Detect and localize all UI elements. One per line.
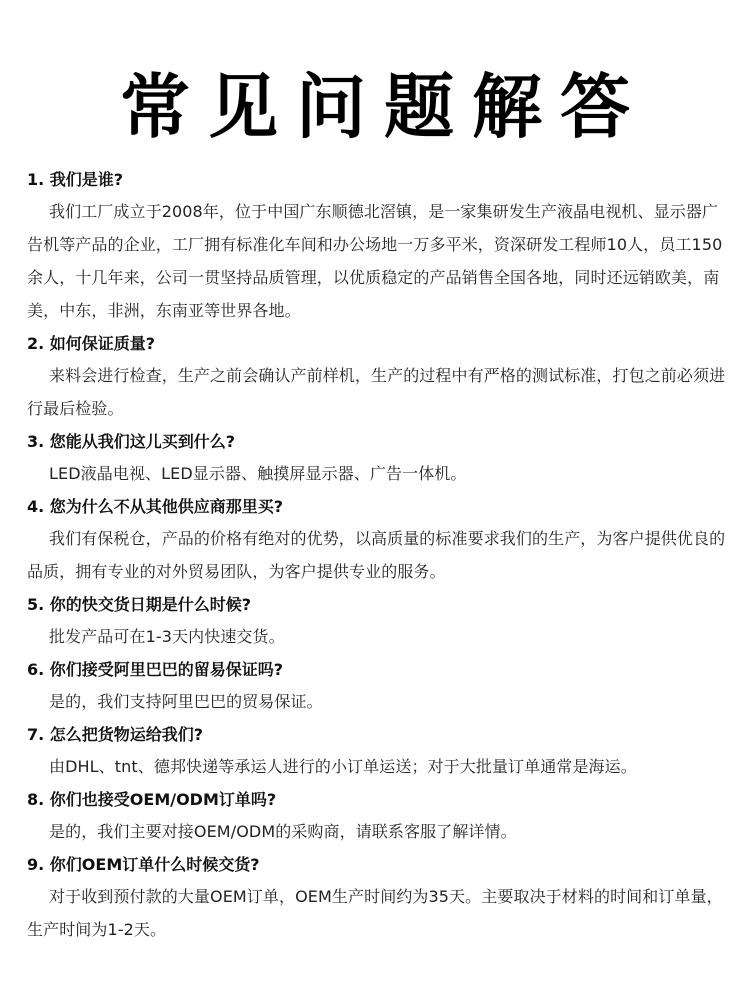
faq-question-4: 4. 您为什么不从其他供应商那里买? — [27, 497, 284, 516]
faq-answer-8: 是的，我们主要对接OEM/ODM的采购商，请联系客服了解详情。 — [49, 822, 517, 841]
faq-answer-3: LED液晶电视、LED显示器、触摸屏显示器、广告一体机。 — [49, 464, 467, 483]
faq-question-3: 3. 您能从我们这儿买到什么? — [27, 432, 236, 451]
faq-question-2: 2. 如何保证质量? — [27, 334, 156, 353]
faq-question-5: 5. 你的快交货日期是什么时候? — [27, 595, 252, 614]
faq-answer-5: 批发产品可在1-3天内快速交货。 — [49, 627, 285, 646]
faq-list — [27, 165, 727, 948]
faq-answer-6: 是的，我们支持阿里巴巴的贸易保证。 — [49, 692, 323, 711]
faq-question-7: 7. 怎么把货物运给我们? — [27, 725, 204, 744]
faq-question-6: 6. 你们接受阿里巴巴的留易保证吗? — [27, 660, 284, 679]
faq-answer-9: 对于收到预付款的大量OEM订单，OEM生产时间约为35天。主要取决于材料的时间和订单量，生产时间为1-2天。 — [27, 887, 723, 939]
faq-question-8: 8. 你们也接受OEM/ODM订单吗? — [27, 790, 277, 809]
page-title: 常见问题解答 — [120, 66, 648, 148]
faq-question-9: 9. 你们OEM订单什么时候交货? — [27, 855, 260, 874]
faq-answer-4: 我们有保税仓，产品的价格有绝对的优势，以高质量的标准要求我们的生产，为客户提供优良的品质，拥有专业的对外贸易团队，为客户提供专业的服务。 — [27, 529, 726, 581]
faq-answer-2: 来料会进行检查，生产之前会确认产前样机，生产的过程中有严格的测试标准，打包之前必须进行最后检验。 — [27, 366, 726, 418]
faq-question-1: 1. 我们是谁? — [27, 170, 124, 189]
faq-answer-7: 由DHL、tnt、德邦快递等承运人进行的小订单运送；对于大批量订单通常是海运。 — [49, 757, 637, 776]
faq-answer-1: 我们工厂成立于2008年，位于中国广东顺德北滘镇，是一家集研发生产液晶电视机、显示器广告机等产品的企业，工厂拥有标准化车间和办公场地一万多平米，资深研发工程师10人，员工150余人，十几年来，公司一贯坚持品质管理，以优质稳定的产品销售全国各地，同时还远销欧美，南美，中东，非洲，东南亚等世界各地。 — [27, 202, 723, 320]
